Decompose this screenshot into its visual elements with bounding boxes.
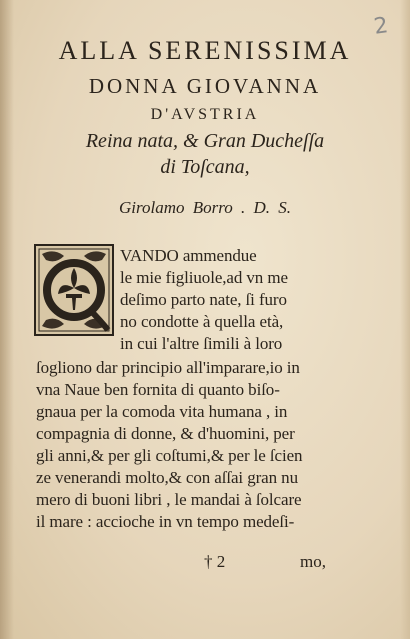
body-line-4: no condotte à quella età, xyxy=(120,312,284,331)
heading-line-5: di Toſcana, xyxy=(160,156,250,178)
body-line-10: gli anni,& per gli coſtumi,& per le ſcien xyxy=(36,446,303,465)
body-line-12: mero di buoni libri , le mandai à ſolcare xyxy=(36,490,302,509)
sender-line: Girolamo Borro . D. S. xyxy=(119,198,291,217)
body-line-5: in cui l'altre ſimili à loro xyxy=(120,334,283,353)
heading-line-1: ALLA SERENISSIMA xyxy=(58,36,352,65)
heading-line-2: DONNA GIOVANNA xyxy=(88,74,322,98)
heading-line-3: D'AVSTRIA xyxy=(150,106,260,123)
body-line-2: le mie figliuole,ad vn me xyxy=(120,268,288,287)
body-line-6: ſogliono dar principio all'imparare,io in xyxy=(36,358,300,377)
body-line-13: il mare : accioche in vn tempo medeſi- xyxy=(36,512,295,531)
pencil-annotation: 2 xyxy=(372,13,390,40)
signature-mark: † 2 xyxy=(204,552,226,571)
body-line-7: vna Naue ben fornita di quanto biſo- xyxy=(36,380,280,399)
body-line-9: compagnia di donne, & d'huomini, per xyxy=(36,424,295,443)
body-line-3: deſimo parto nate, ſi furo xyxy=(120,290,287,309)
body-line-11: ze venerandi molto,& con aſſai gran nu xyxy=(36,468,298,487)
heading-line-4: Reina nata, & Gran Ducheſſa xyxy=(85,130,325,152)
body-line-1: VANDO ammendue xyxy=(120,246,257,265)
catchword: mo, xyxy=(300,552,326,571)
decorated-initial xyxy=(34,244,114,336)
body-line-8: gnaua per la comoda vita humana , in xyxy=(36,402,288,421)
